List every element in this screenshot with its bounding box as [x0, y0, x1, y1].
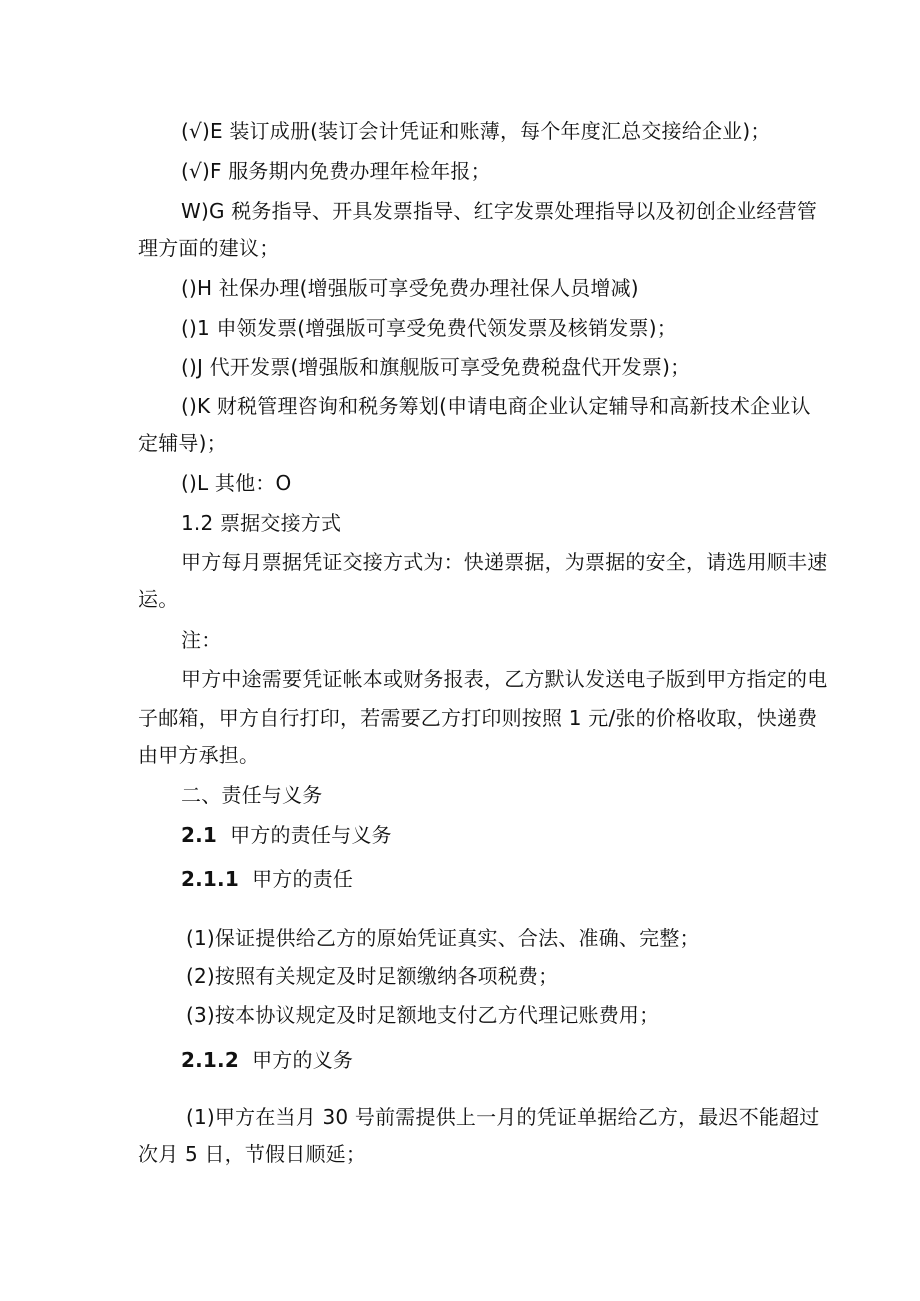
subsection-2-1-1-number: 2.1.1 — [181, 867, 239, 891]
subsection-2-1-1-heading — [181, 866, 353, 892]
note-line3: 由甲方承担。 — [138, 743, 260, 767]
responsibility-item: (2)按照有关规定及时足额缴纳各项税费； — [186, 964, 559, 988]
subsection-2-1-title: 甲方的责任与义务 — [230, 823, 392, 847]
service-item-h: ()H 社保办理(增强版可享受免费办理社保人员增减) — [181, 276, 639, 300]
handover-paragraph-line2: 运。 — [138, 587, 179, 611]
service-item-l: ()L 其他：O — [181, 471, 292, 495]
subsection-2-1-number: 2.1 — [181, 823, 218, 847]
note-line1: 甲方中途需要凭证帐本或财务报表，乙方默认发送电子版到甲方指定的电 — [181, 667, 828, 691]
subsection-2-1-2-heading — [181, 1047, 353, 1073]
section-2-heading: 二、责任与义务 — [181, 783, 323, 807]
service-item-g-cont: 理方面的建议； — [138, 236, 280, 260]
service-item-j: ()J 代开发票(增强版和旗舰版可享受免费税盘代开发票)； — [181, 355, 691, 379]
note-label: 注： — [181, 628, 222, 652]
subsection-2-1-heading — [181, 822, 392, 848]
service-item-g: W)G 税务指导、开具发票指导、红字发票处理指导以及初创企业经营管 — [181, 199, 818, 223]
note-line2: 子邮箱，甲方自行打印，若需要乙方打印则按照 1 元/张的价格收取，快递费 — [138, 706, 818, 730]
service-item-k-cont: 定辅导)； — [138, 431, 227, 455]
obligation-line1: (1)甲方在当月 30 号前需提供上一月的凭证单据给乙方，最迟不能超过 — [186, 1105, 820, 1129]
subsection-2-1-1-title: 甲方的责任 — [252, 867, 354, 891]
subsection-2-1-2-title: 甲方的义务 — [252, 1048, 354, 1072]
section-1-2-heading: 1.2 票据交接方式 — [181, 511, 342, 535]
obligation-line2: 次月 5 日，节假日顺延； — [138, 1142, 367, 1166]
subsection-2-1-2-number: 2.1.2 — [181, 1048, 239, 1072]
service-item-k: ()K 财税管理咨询和税务筹划(申请电商企业认定辅导和高新技术企业认 — [181, 394, 811, 418]
responsibility-item: (1)保证提供给乙方的原始凭证真实、合法、准确、完整； — [186, 926, 700, 950]
handover-paragraph-line1: 甲方每月票据凭证交接方式为：快递票据，为票据的安全，请选用顺丰速 — [181, 550, 828, 574]
responsibility-item: (3)按本协议规定及时足额地支付乙方代理记账费用； — [186, 1003, 660, 1027]
service-item-i: ()1 申领发票(增强版可享受免费代领发票及核销发票)； — [181, 316, 677, 340]
service-item-e: (√)E 装订成册(装订会计凭证和账薄，每个年度汇总交接给企业)； — [181, 119, 771, 143]
service-item-f: (√)F 服务期内免费办理年检年报； — [181, 159, 491, 183]
